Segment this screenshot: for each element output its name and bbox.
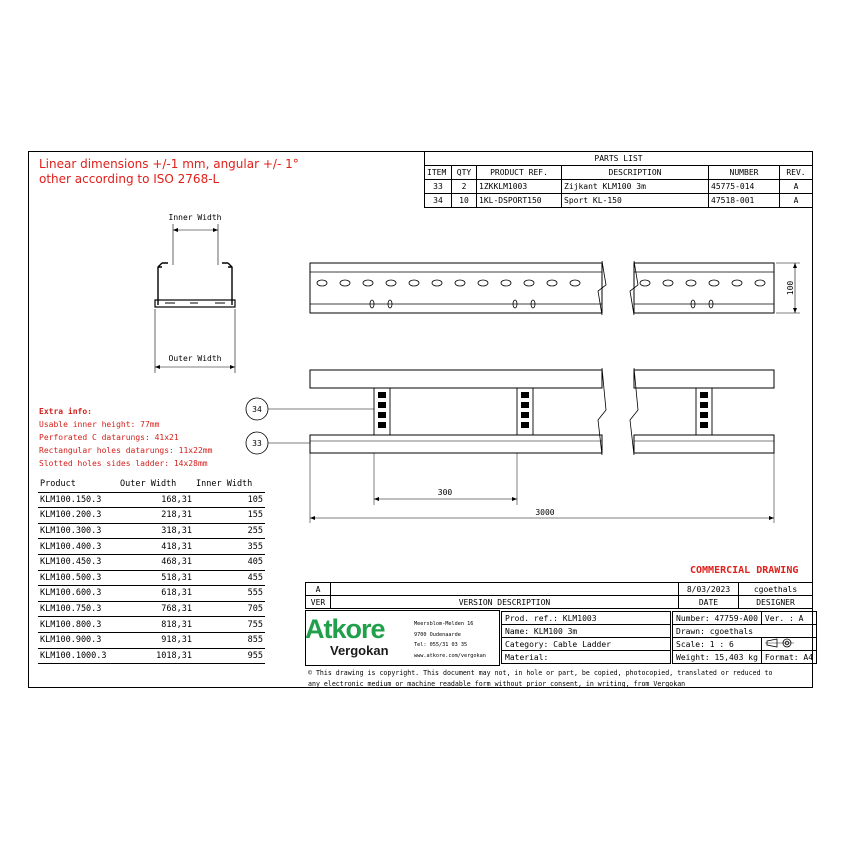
outer-width-label: Outer Width	[168, 354, 222, 363]
balloon-33-label: 33	[252, 439, 262, 448]
table-cell: 455	[194, 570, 265, 586]
parts-header-number: NUMBER	[709, 166, 780, 180]
table-row	[38, 586, 265, 602]
extra-info-line: Perforated C datarungs: 41x21	[39, 433, 179, 442]
copyright-notice	[308, 668, 811, 690]
table-cell: KLM100.800.3	[38, 617, 118, 633]
parts-cell: 34	[425, 194, 452, 208]
extra-info	[39, 405, 212, 470]
table-cell: 818,31	[118, 617, 194, 633]
drawing-weight: Weight: 15,403 kg	[673, 651, 762, 664]
table-cell: 1018,31	[118, 648, 194, 664]
table-cell: KLM100.600.3	[38, 586, 118, 602]
parts-cell: A	[780, 194, 813, 208]
table-row	[38, 617, 265, 633]
table-cell: 755	[194, 617, 265, 633]
cross-section-view	[140, 205, 250, 375]
extra-info-title: Extra info:	[39, 407, 92, 416]
designer-header: DESIGNER	[739, 596, 813, 609]
table-row	[38, 554, 265, 570]
prod-ref: Prod. ref.: KLM1003	[502, 612, 671, 625]
company-address	[414, 619, 486, 661]
table-cell: KLM100.750.3	[38, 601, 118, 617]
parts-header-ref: PRODUCT REF.	[477, 166, 562, 180]
drawing-version: Ver. : A	[761, 612, 816, 625]
parts-cell: Zijkant KLM100 3m	[562, 180, 709, 194]
parts-cell: 45775-014	[709, 180, 780, 194]
product-header: Product	[38, 477, 118, 492]
atkore-logo: Atkore	[305, 614, 385, 644]
side-elevation-view	[300, 255, 810, 325]
tolerance-line-2: other according to ISO 2768-L	[39, 172, 220, 186]
table-cell: 418,31	[118, 539, 194, 555]
table-cell: KLM100.200.3	[38, 508, 118, 524]
rev-description	[331, 583, 679, 596]
drawing-name: Name: KLM100 3m	[502, 625, 671, 638]
copyright-line: any electronic medium or machine readable form without prior consent, in writing, from Vergokan	[308, 680, 686, 688]
drawing-meta-table	[672, 611, 817, 664]
parts-cell: 33	[425, 180, 452, 194]
date-header: DATE	[679, 596, 739, 609]
table-cell: KLM100.900.3	[38, 632, 118, 648]
table-cell: 155	[194, 508, 265, 524]
table-cell: 618,31	[118, 586, 194, 602]
table-cell: 768,31	[118, 601, 194, 617]
drawing-number: Number: 47759-A00	[673, 612, 762, 625]
table-cell: 218,31	[118, 508, 194, 524]
address-line: www.atkore.com/vergokan	[414, 652, 486, 659]
table-cell: 518,31	[118, 570, 194, 586]
parts-row	[425, 194, 813, 208]
table-cell: 555	[194, 586, 265, 602]
table-row	[38, 648, 265, 664]
tolerance-line-1: Linear dimensions +/-1 mm, angular +/- 1°	[39, 157, 299, 171]
drawing-info-table	[501, 611, 671, 664]
table-cell: KLM100.1000.3	[38, 648, 118, 664]
drawing-material: Material:	[502, 651, 671, 664]
drawing-format: Format: A4	[761, 651, 816, 664]
table-row	[38, 492, 265, 508]
product-table	[38, 477, 265, 664]
vergokan-logo: Vergokan	[330, 643, 389, 658]
table-cell: 318,31	[118, 523, 194, 539]
extra-info-line: Slotted holes sides ladder: 14x28mm	[39, 459, 208, 468]
table-cell: 918,31	[118, 632, 194, 648]
table-cell: KLM100.300.3	[38, 523, 118, 539]
parts-cell: 1KL-DSPORT150	[477, 194, 562, 208]
inner-width-header: Inner Width	[194, 477, 265, 492]
parts-cell: 1ZKKLM1003	[477, 180, 562, 194]
table-cell: 105	[194, 492, 265, 508]
parts-cell: A	[780, 180, 813, 194]
version-description-header: VERSION DESCRIPTION	[331, 596, 679, 609]
table-cell: KLM100.500.3	[38, 570, 118, 586]
table-cell: KLM100.150.3	[38, 492, 118, 508]
parts-row	[425, 180, 813, 194]
table-cell: KLM100.400.3	[38, 539, 118, 555]
parts-list-header	[425, 166, 813, 180]
rungs	[374, 388, 712, 435]
table-cell: 855	[194, 632, 265, 648]
rung-holes	[378, 392, 708, 428]
address-line: 9700 Oudenaarde	[414, 631, 461, 638]
tolerance-note	[39, 157, 299, 187]
commercial-drawing-banner: COMMERCIAL DRAWING	[690, 565, 799, 576]
table-cell: 255	[194, 523, 265, 539]
extra-info-line: Usable inner height: 77mm	[39, 420, 160, 429]
spacing-dimension: 300	[437, 488, 453, 497]
table-row	[38, 523, 265, 539]
height-dimension: 100	[786, 280, 795, 296]
table-cell: 468,31	[118, 554, 194, 570]
parts-header-qty: QTY	[452, 166, 477, 180]
parts-header-item: ITEM	[425, 166, 452, 180]
extra-info-line: Rectangular holes datarungs: 11x22mm	[39, 446, 213, 455]
table-cell: 405	[194, 554, 265, 570]
table-row	[38, 508, 265, 524]
plan-view	[240, 365, 800, 525]
ver-header: VER	[306, 596, 331, 609]
table-cell: KLM100.450.3	[38, 554, 118, 570]
product-table-header	[38, 477, 265, 492]
copyright-line: © This drawing is copyright. This document may not, in hole or part, be copied, photocopied, translated or reduced to	[308, 669, 773, 677]
revision-table	[305, 582, 813, 609]
parts-cell: Sport KL-150	[562, 194, 709, 208]
address-line: Tel: 055/31 03 35	[414, 642, 468, 648]
parts-header-desc: DESCRIPTION	[562, 166, 709, 180]
rev-date: 8/03/2023	[679, 583, 739, 596]
parts-list-title: PARTS LIST	[425, 152, 813, 166]
drawing-category: Category: Cable Ladder	[502, 638, 671, 651]
parts-list-table	[424, 151, 813, 208]
rev-designer: cgoethals	[739, 583, 813, 596]
table-row	[38, 632, 265, 648]
drawn-by: Drawn: cgoethals	[673, 625, 817, 638]
table-row	[38, 570, 265, 586]
length-dimension: 3000	[535, 508, 555, 517]
parts-cell: 10	[452, 194, 477, 208]
table-cell: 705	[194, 601, 265, 617]
balloon-34-label: 34	[252, 405, 262, 414]
drawing-scale: Scale: 1 : 6	[673, 638, 762, 651]
address-line: Meersblom-Melden 16	[414, 621, 474, 627]
projection-symbol-icon	[761, 638, 816, 651]
outer-width-header: Outer Width	[118, 477, 194, 492]
table-cell: 955	[194, 648, 265, 664]
table-cell: 355	[194, 539, 265, 555]
parts-cell: 47518-001	[709, 194, 780, 208]
table-row	[38, 601, 265, 617]
table-row	[38, 539, 265, 555]
parts-header-rev: REV.	[780, 166, 813, 180]
table-cell: 168,31	[118, 492, 194, 508]
parts-cell: 2	[452, 180, 477, 194]
rev-value: A	[306, 583, 331, 596]
inner-width-label: Inner Width	[168, 213, 222, 222]
